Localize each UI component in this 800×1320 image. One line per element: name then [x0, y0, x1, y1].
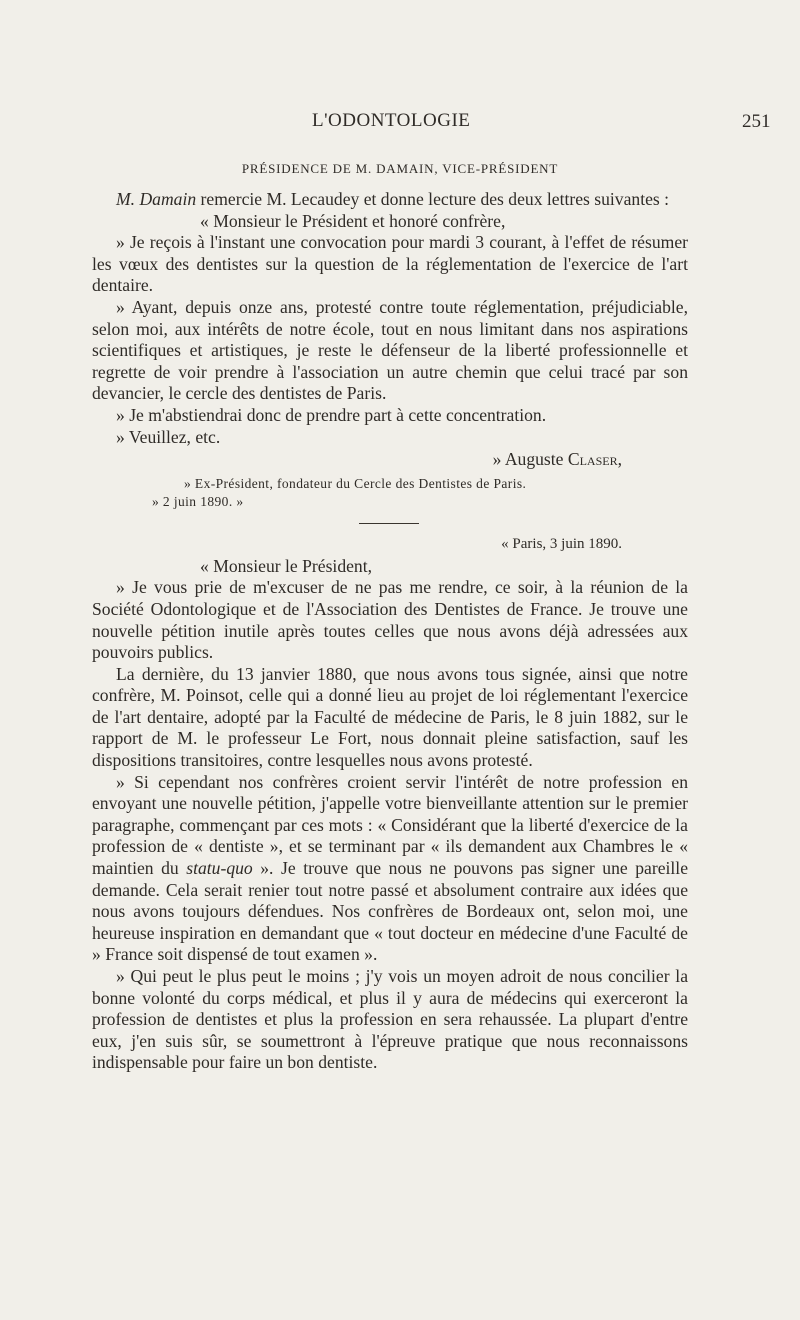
letter1-salutation: « Monsieur le Président et honoré confrère, — [200, 210, 506, 231]
letter1-date: » 2 juin 1890. » — [152, 493, 244, 509]
letter2-paragraph: » Je vous prie de m'excuser de ne pas me rendre, ce soir, à la réunion de la Société Odontologique et de l'Association des Dentistes de France. Je trouve une nouvelle pétition inutile après toutes celles que nous avons déjà adressées aux pouvoirs publics. — [92, 577, 688, 663]
letter1-paragraph: » Ayant, depuis onze ans, protesté contre toute réglementation, préjudiciable, selon moi, aux intérêts de notre école, tout en nous limitant dans nos aspirations scientifiques et artistiques, je reste le défenseur de la liberté professionnelle et regrette de voir prendre à l'association un autre chemin que celui tracé par son devancier, le cercle des dentistes de Paris. — [92, 296, 688, 404]
letter2-salutation: « Monsieur le Président, — [200, 555, 373, 576]
letter1-paragraph: » Je reçois à l'instant une convocation pour mardi 3 courant, à l'effet de résumer les vœux des dentistes sur la question de la réglementation de l'exercice de l'art dentaire. — [92, 232, 688, 296]
letter1-signature-title: » Ex-Président, fondateur du Cercle des Dentistes de Paris. — [184, 475, 527, 491]
letter2-paragraph: La dernière, du 13 janvier 1880, que nous avons tous signée, ainsi que notre confrère, M. Poinsot, celle qui a donné lieu au projet de loi réglementant l'exercice de l'art dentaire, adopté par la Faculté de médecine de Paris, le 8 juin 1882, sur le rapport de M. le professeur Le Fort, nous donnait pleine satisfaction, sauf les dispositions transitoires, contre lesquelles nous avons protesté. — [92, 663, 688, 771]
signature-surname: Claser, — [567, 449, 622, 470]
speaker-name: M. Damain — [116, 189, 197, 209]
letter1-paragraph: » Je m'abstiendrai donc de prendre part à cette concentration. — [116, 404, 547, 425]
intro-paragraph — [92, 189, 688, 211]
italic-term: statu-quo — [186, 858, 253, 879]
page-number: 251 — [742, 111, 771, 132]
intro-text: remercie M. Lecaudey et donne lecture des deux lettres suivantes : — [196, 189, 670, 209]
letter2-dateline: « Paris, 3 juin 1890. — [501, 535, 622, 552]
letter1-paragraph: » Veuillez, etc. — [116, 426, 221, 447]
paragraph-text: » Si cependant nos confrères croient servir l'intérêt de notre profession en envoyant une nouvelle pétition, j'appelle votre bienveillante attention sur le premier paragraphe, commençant par ces mots : « Considérant que la liberté d'exercice de la profession de « dentiste », et se terminant par « ils demandent aux Chambres le « maintien du — [92, 771, 688, 879]
separator-rule — [359, 523, 419, 524]
paragraph-text: ». Je trouve que nous ne pouvons pas signer une pareille demande. Cela serait renier tout notre passé et absolument contraire aux idées que nous avons toujours défendues. Nos confrères de Bordeaux ont, selon moi, une heureuse inspiration en demandant que « tout docteur en médecine d'une Faculté de » France soit dispensé de tout examen ». — [92, 858, 688, 965]
signature-prefix: » Auguste — [492, 449, 568, 470]
page-header — [0, 110, 800, 136]
running-title: L'ODONTOLOGIE — [312, 110, 471, 131]
body-text — [92, 189, 688, 1074]
letter1-signature — [92, 449, 688, 471]
letter2-paragraph — [92, 772, 688, 966]
letter2-paragraph: » Qui peut le plus peut le moins ; j'y vois un moyen adroit de nous concilier la bonne volonté du corps médical, et plus il y aura de médecins qui exerceront la profession de dentistes et plus la profession en sera rehaussée. La plupart d'entre eux, j'en suis sûr, se soumettront à l'épreuve pratique que nous reconnaissons indispensable pour faire un bon dentiste. — [92, 966, 688, 1073]
section-heading: PRÉSIDENCE DE M. DAMAIN, VICE-PRÉSIDENT — [241, 161, 559, 176]
separator — [92, 511, 688, 535]
